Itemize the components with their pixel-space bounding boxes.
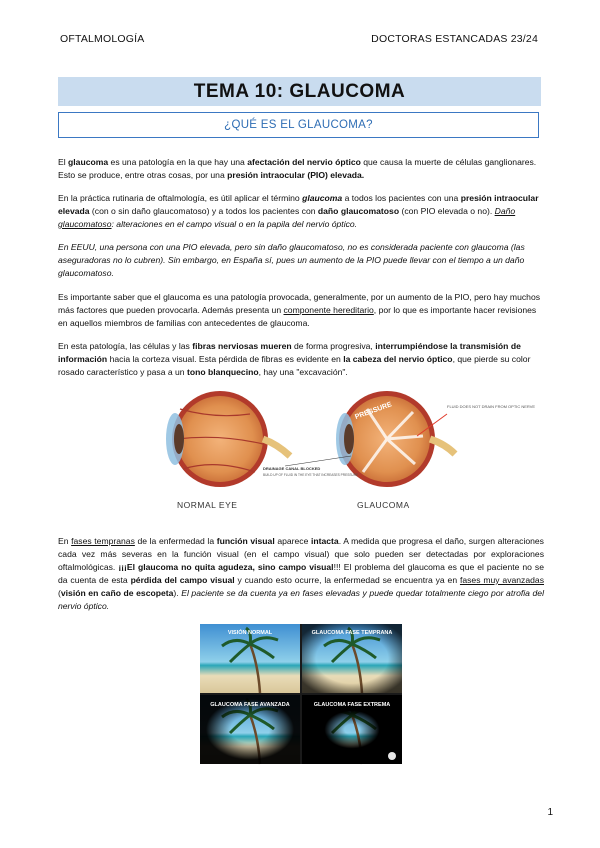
pressure-label: PRESSURE [354,401,393,422]
subtitle-box [58,112,539,138]
header-subject: OFTALMOLOGÍA [60,33,145,45]
paragraph-hereditary: Es importante saber que el glaucoma es una patología provocada, generalmente, por un aumento de la PIO, pero hay muchos más factores que pueden provocarla. Además presenta un componente hereditario, por lo que es importante hacer revisiones en aquellos miembros de familias con antecedentes de glaucoma. [58,292,541,328]
header-course: DOCTORAS ESTANCADAS 23/24 [371,33,538,45]
glaucoma-label: GLAUCOMA [357,500,410,510]
section-heading: ¿QUÉ ES EL GLAUCOMA? [224,119,373,131]
title-bar [58,77,541,106]
paragraph-usa-spain: En EEUU, una persona con una PIO elevada, pero sin daño glaucomatoso, no es considerada paciente con glaucoma (las aseguradoras no lo cubren). Sin embargo, en España sí, pues un aumento de la PIO puede llevar con el tiempo a un daño glaucomatoso. [58,242,525,278]
paragraph-definition: El glaucoma es una patología en la que hay una afectación del nervio óptico que causa la muerte de células ganglionares. Esto se produce, entre otras cosas, por una presión intraocular (PIO) elevada. [58,157,537,180]
callout-optic-nerve: FLUID DOES NOT DRAIN FROM OPTIC NERVE [447,404,536,409]
callout-drainage: DRAINAGE CANAL BLOCKED [263,466,321,471]
panel-label-extreme: GLAUCOMA FASE EXTREMA [313,702,391,708]
panel-label-normal: VISIÓN NORMAL [227,630,273,636]
visual-field-figure [200,624,402,764]
panel-label-advanced: GLAUCOMA FASE AVANZADA [210,702,290,708]
panel-extreme-glaucoma [302,695,402,764]
watermark-logo [388,752,396,760]
panel-normal-vision [200,624,300,693]
paragraph-clinical-practice: En la práctica rutinaria de oftalmología, es útil aplicar el término glaucoma a todos los pacientes con una presión intraocular elevada (con o sin daño glaucomatoso) y a todos los pacientes con daño glaucomatoso (con PIO elevada o no). Daño glaucomatoso: alteraciones en el campo visual o en la papila del nervio óptico. [58,193,539,229]
panel-label-early: GLAUCOMA FASE TEMPRANA [311,630,393,636]
normal-eye-label: NORMAL EYE [177,500,238,510]
panel-early-glaucoma [302,624,402,693]
callout-drainage-sub: BUILD UP OF FLUID IN THE EYE THAT INCREASES PRESSURE [263,473,359,477]
page-number: 1 [547,807,553,818]
panel-advanced-glaucoma [200,695,300,764]
eye-comparison-figure [155,384,536,514]
page-title: TEMA 10: GLAUCOMA [193,80,406,102]
paragraph-pathology: En esta patología, las células y las fibras nerviosas mueren de forma progresiva, interrumpiéndose la transmisión de información hacia la corteza visual. Esta pérdida de fibras es evidente en la cabeza del nervio óptico, que pierde su color rosado característico y pasa a un tono blanquecino, hay una "excavación". [58,341,531,377]
paragraph-progression: En fases tempranas de la enfermedad la función visual aparece intacta. A medida que progresa el daño, surgen alteraciones cada vez más severas en la función visual (en el campo visual) que solo pueden ser detectadas por exploraciones oftalmológicas. ¡¡¡El glaucoma no quita agudeza, sino campo visual!!! El problema del glaucoma es que el paciente no se da cuenta de esta pérdida del campo visual y cuando esto ocurre, la enfermedad se encuentra ya en fases muy avanzadas (visión en caño de escopeta). El paciente se da cuenta ya en fases elevadas y puede quedar totalmente ciego por atrofia del nervio óptico. [58,536,545,611]
